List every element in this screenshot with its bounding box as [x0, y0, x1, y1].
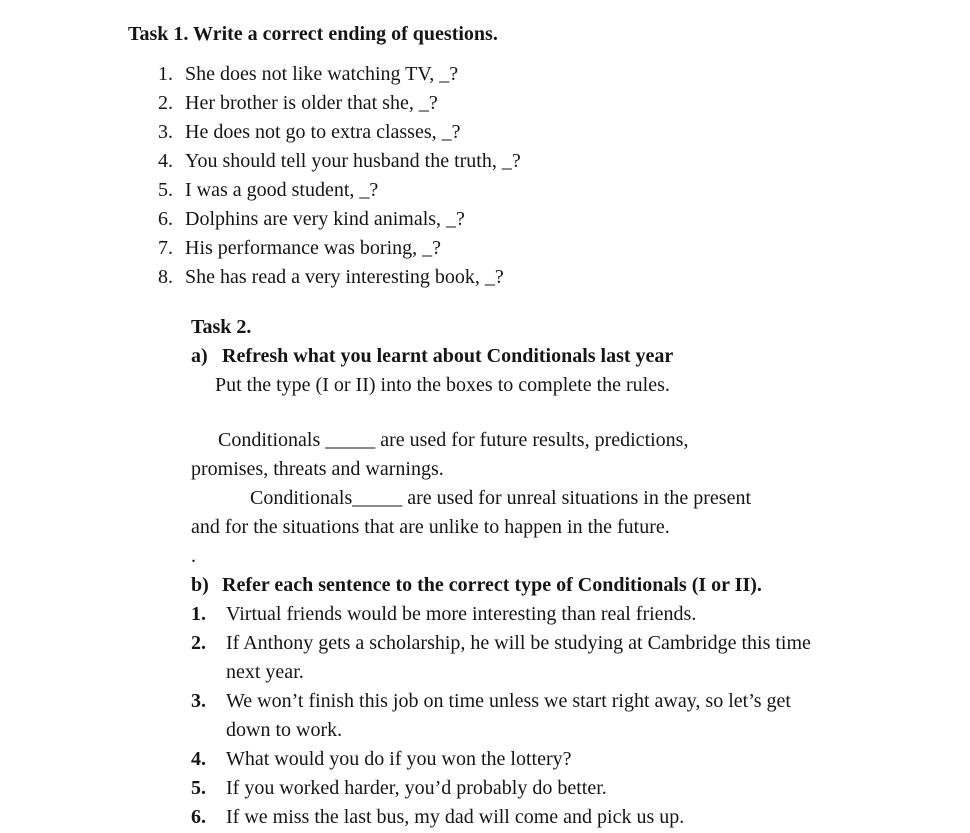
item-number: 3. [158, 121, 173, 143]
list-item [191, 745, 970, 774]
part-a-label: a) [191, 345, 208, 367]
item-number: 4. [158, 150, 173, 172]
list-item [191, 774, 970, 803]
task1-section [0, 20, 970, 292]
part-b-title: Refer each sentence to the correct type of Conditionals (I or II). [222, 574, 762, 596]
item-text [226, 803, 684, 832]
item-text [226, 687, 791, 745]
item-number: 5. [158, 179, 173, 201]
list-item [191, 687, 970, 745]
task2-heading: Task 2. [191, 316, 252, 338]
item-number: 4. [191, 748, 206, 770]
list-item [0, 147, 970, 176]
conditionals-rules [191, 426, 970, 542]
item-line: What would you do if you won the lottery? [226, 748, 572, 770]
task1-list [0, 60, 970, 292]
item-number: 5. [191, 777, 206, 799]
list-item [191, 803, 970, 832]
item-number: 8. [158, 266, 173, 288]
item-line: If you worked harder, you’d probably do better. [226, 777, 607, 799]
item-line: If Anthony gets a scholarship, he will be studying at Cambridge this time [226, 632, 811, 654]
rule-line: Conditionals_____ are used for unreal situations in the present [250, 487, 752, 509]
list-item [191, 629, 970, 687]
list-item [0, 89, 970, 118]
list-item [0, 234, 970, 263]
item-number: 2. [191, 632, 206, 654]
item-text [226, 600, 696, 629]
item-line: down to work. [226, 719, 343, 741]
item-text [226, 774, 607, 803]
part-b-label: b) [191, 574, 209, 596]
item-text: You should tell your husband the truth, _? [185, 150, 521, 172]
item-text [226, 629, 811, 687]
item-text [226, 745, 572, 774]
item-text: Dolphins are very kind animals, _? [185, 208, 465, 230]
list-item [0, 205, 970, 234]
part-a-instruction: Put the type (I or II) into the boxes to complete the rules. [215, 374, 670, 396]
list-item [0, 60, 970, 89]
item-line: next year. [226, 661, 304, 683]
item-text: I was a good student, _? [185, 179, 379, 201]
part-b-list [191, 600, 970, 832]
item-number: 6. [191, 806, 206, 828]
item-line: We won’t finish this job on time unless we start right away, so let’s get [226, 690, 791, 712]
stray-dot: . [191, 545, 196, 567]
task1-title: Task 1. Write a correct ending of questions. [128, 23, 498, 45]
item-number: 3. [191, 690, 206, 712]
task2-section [191, 313, 970, 832]
part-a-title: Refresh what you learnt about Conditionals last year [222, 345, 674, 367]
rule-line: and for the situations that are unlike to happen in the future. [191, 516, 670, 538]
item-text: He does not go to extra classes, _? [185, 121, 461, 143]
part-b-heading [191, 571, 970, 600]
list-item [0, 118, 970, 147]
item-line: If we miss the last bus, my dad will come and pick us up. [226, 806, 685, 828]
item-number: 7. [158, 237, 173, 259]
item-text: Her brother is older that she, _? [185, 92, 438, 114]
part-a-heading [191, 342, 970, 371]
list-item [0, 263, 970, 292]
item-number: 1. [158, 63, 173, 85]
item-line: Virtual friends would be more interesting than real friends. [226, 603, 697, 625]
list-item [191, 600, 970, 629]
item-number: 2. [158, 92, 173, 114]
rule-line: Conditionals _____ are used for future results, predictions, [218, 429, 689, 451]
item-number: 6. [158, 208, 173, 230]
item-text: She has read a very interesting book, _? [185, 266, 504, 288]
rule-line: promises, threats and warnings. [191, 458, 444, 480]
item-text: His performance was boring, _? [185, 237, 442, 259]
item-number: 1. [191, 603, 206, 625]
list-item [0, 176, 970, 205]
item-text: She does not like watching TV, _? [185, 63, 459, 85]
